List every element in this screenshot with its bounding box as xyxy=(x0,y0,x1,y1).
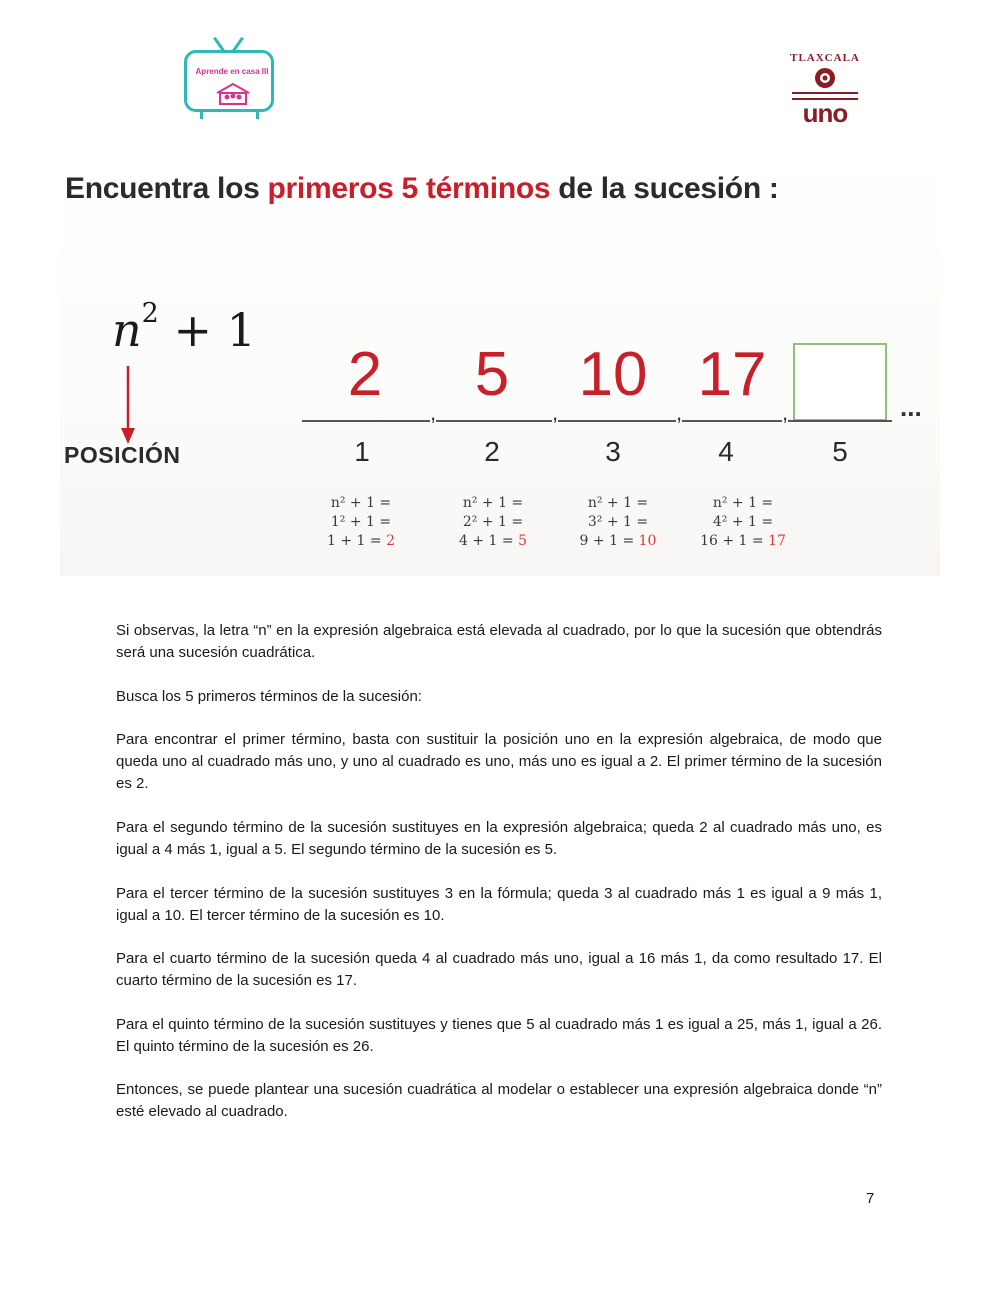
separator-comma: , xyxy=(430,400,437,425)
calc-line xyxy=(438,532,548,551)
calc-line: n² + 1 = xyxy=(330,495,392,511)
calc-line: 1² + 1 = xyxy=(330,514,392,530)
calc-line: n² + 1 = xyxy=(587,495,649,511)
title-part-2: de la sucesión : xyxy=(550,172,779,205)
calc-line xyxy=(688,532,798,551)
paragraph-fifth-term: Para el quinto término de la sucesión sustituyes y tienes que 5 al cuadrado más 1 es igual a 25, más 1, igual a 26. El quinto término de la sucesión es 26. xyxy=(116,1016,882,1055)
ellipsis: ... xyxy=(900,392,922,422)
calc-sum: 4 + 1 = xyxy=(459,533,519,549)
house-icon xyxy=(215,83,251,105)
calc-line: 3² + 1 = xyxy=(587,514,649,530)
calc-line: 2² + 1 = xyxy=(462,514,524,530)
paragraph-second-term: Para el segundo término de la sucesión sustituyes en la expresión algebraica; queda 2 al cuadrado más uno, es igual a 4 más 1, igual a 5. El segundo término de la sucesión es 5. xyxy=(116,819,882,858)
separator-comma: , xyxy=(782,400,789,425)
formula xyxy=(112,298,256,357)
calc-line: n² + 1 = xyxy=(712,495,774,511)
paragraph-first-term: Para encontrar el primer término, basta con sustituir la posición uno en la expresión algebraica, de modo que queda uno al cuadrado más uno, y uno al cuadrado es uno, más uno es igual a 2. El primer término de la sucesión es 2. xyxy=(116,731,882,792)
paragraph-instruction: Busca los 5 primeros términos de la sucesión: xyxy=(116,688,422,705)
crest-icon xyxy=(810,66,840,90)
calculation-3 xyxy=(563,494,673,551)
calc-result: 10 xyxy=(638,533,657,549)
calc-sum: 1 + 1 = xyxy=(327,533,387,549)
calculation-1 xyxy=(306,494,416,551)
tlaxcala-text: TLAXCALA xyxy=(790,52,860,64)
sequence-term-1: 2 xyxy=(347,340,383,409)
sequence-term-4: 17 xyxy=(697,340,767,409)
formula-variable: n xyxy=(112,303,142,357)
tv-screen xyxy=(184,50,274,112)
calc-sum: 16 + 1 = xyxy=(700,533,769,549)
sequence-term-3: 10 xyxy=(578,340,648,409)
underline-4 xyxy=(682,420,782,422)
calc-result: 17 xyxy=(768,533,786,549)
underline-5 xyxy=(788,420,892,422)
position-4: 4 xyxy=(718,436,734,467)
paragraph-third-term: Para el tercer término de la sucesión sustituyes 3 en la fórmula; queda 3 al cuadrado más 1 es igual a 9 más 1, igual a 10. El tercer término de la sucesión es 10. xyxy=(116,885,882,924)
title-part-1: Encuentra los xyxy=(65,172,268,205)
position-2: 2 xyxy=(484,436,500,467)
aprende-en-casa-logo xyxy=(180,36,280,122)
paragraph-intro: Si observas, la letra “n” en la expresión algebraica está elevada al cuadrado, por lo que la sucesión que obtendrás será una sucesión cuadrática. xyxy=(116,622,882,661)
separator-comma: , xyxy=(552,400,559,425)
calc-sum: 9 + 1 = xyxy=(579,533,639,549)
separator-comma: , xyxy=(676,400,683,425)
formula-exponent: 2 xyxy=(141,298,159,329)
position-3: 3 xyxy=(605,436,621,467)
empty-answer-box xyxy=(793,343,887,421)
paragraph-conclusion: Entonces, se puede plantear una sucesión cuadrática al modelar o establecer una expresión algebraica donde “n” esté elevado al cuadrado. xyxy=(116,1081,882,1120)
tv-leg-right xyxy=(256,110,259,119)
calc-line: n² + 1 = xyxy=(462,495,524,511)
underline-3 xyxy=(558,420,676,422)
tv-leg-left xyxy=(200,110,203,119)
title-highlight: primeros 5 términos xyxy=(267,172,551,205)
figure-title xyxy=(65,172,779,206)
calculation-4 xyxy=(688,494,798,551)
page-number: 7 xyxy=(866,1190,875,1207)
down-arrow-icon xyxy=(118,366,138,446)
sequence-term-2: 5 xyxy=(474,340,510,409)
uno-text: uno xyxy=(802,98,848,128)
aprende-logo-text: Aprende en casa III xyxy=(195,67,269,76)
calc-result: 2 xyxy=(386,533,395,549)
formula-rest: + 1 xyxy=(158,303,256,357)
calc-line xyxy=(563,532,673,551)
calc-line xyxy=(306,532,416,551)
calc-line: 4² + 1 = xyxy=(712,514,774,530)
position-5: 5 xyxy=(832,436,848,467)
underline-2 xyxy=(436,420,552,422)
position-1: 1 xyxy=(354,436,370,467)
calculation-2 xyxy=(438,494,548,551)
position-label: POSICIÓN xyxy=(64,442,181,468)
calc-result: 5 xyxy=(518,533,527,549)
sequence-figure xyxy=(60,150,940,576)
paragraph-fourth-term: Para el cuarto término de la sucesión queda 4 al cuadrado más uno, igual a 16 más 1, da como resultado 17. El cuarto término de la sucesión es 17. xyxy=(116,950,882,989)
underline-1 xyxy=(302,420,430,422)
secundaria-tecnica-uno-logo xyxy=(788,48,862,126)
